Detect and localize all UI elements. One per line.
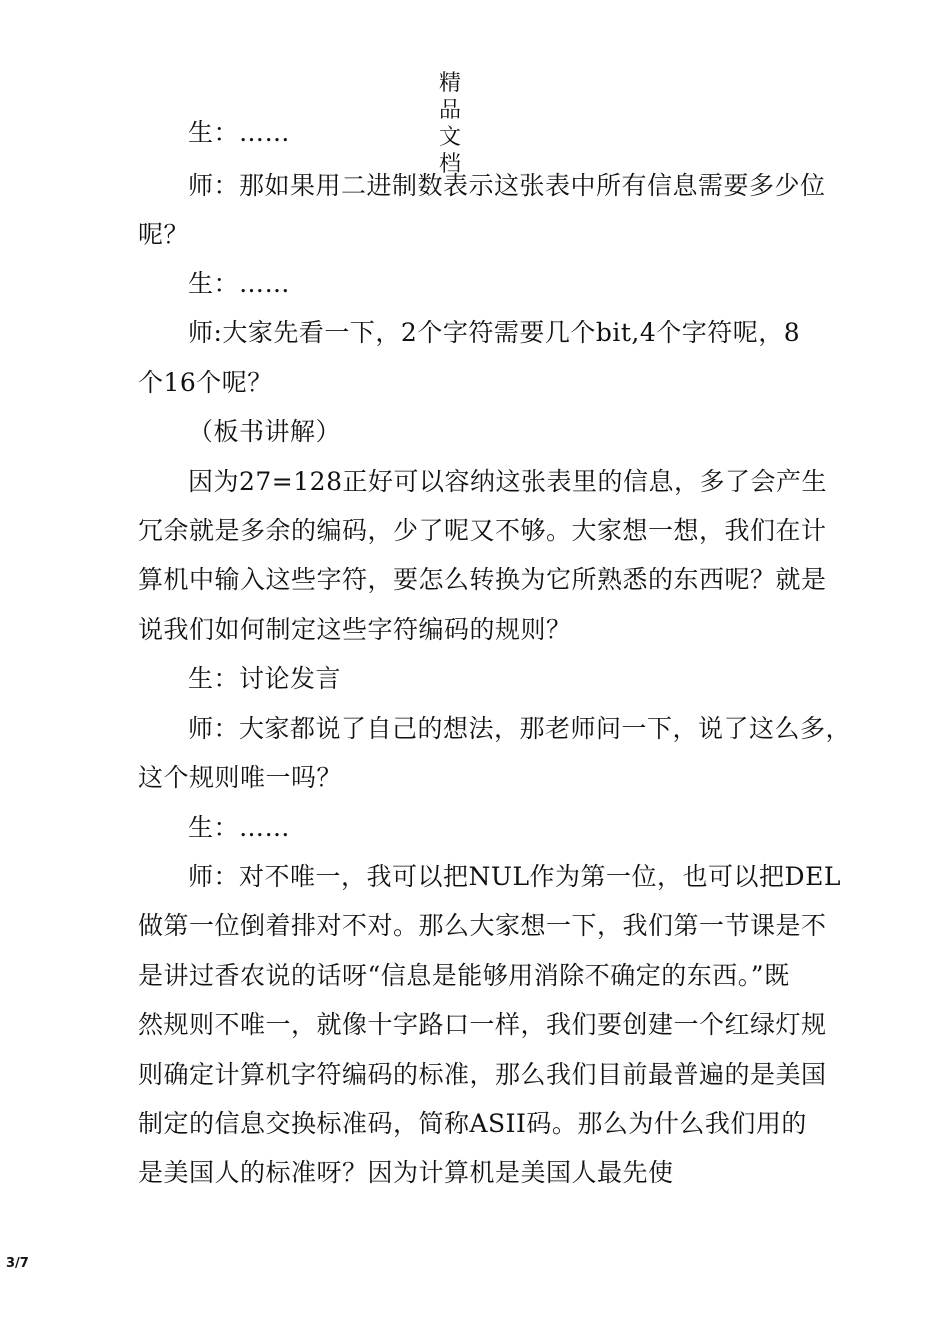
paragraph-line: 师：那如果用二进制数表示这张表中所有信息需要多少位 bbox=[188, 171, 826, 200]
paragraph-line: 个16个呢？ bbox=[138, 368, 273, 397]
paragraph-line: 生：…… bbox=[188, 118, 291, 147]
paragraph-line: 则确定计算机字符编码的标准，那么我们目前最普遍的是美国 bbox=[138, 1060, 827, 1089]
paragraph-line: 因为27=128正好可以容纳这张表里的信息，多了会产生 bbox=[188, 467, 827, 496]
paragraph-line: 师:大家先看一下，2个字符需要几个bit,4个字符呢，8 bbox=[188, 318, 801, 347]
paragraph-line: 生：…… bbox=[188, 269, 291, 298]
header-watermark: 精品文档 bbox=[438, 71, 461, 177]
paragraph-line: 生：讨论发言 bbox=[188, 664, 342, 693]
paragraph-line: 说我们如何制定这些字符编码的规则？ bbox=[138, 615, 572, 644]
page-number: 3/7 bbox=[6, 1256, 29, 1271]
paragraph-line: 制定的信息交换标准码，简称ASII码。那么为什么我们用的 bbox=[138, 1109, 807, 1138]
paragraph-line: 生：…… bbox=[188, 813, 291, 842]
paragraph-line: 是美国人的标准呀？因为计算机是美国人最先使 bbox=[138, 1158, 674, 1187]
paragraph-line: 师：对不唯一，我可以把NUL作为第一位，也可以把DEL bbox=[188, 862, 841, 891]
paragraph-line: （板书讲解） bbox=[188, 417, 342, 446]
paragraph-line: 做第一位倒着排对不对。那么大家想一下，我们第一节课是不 bbox=[138, 911, 827, 940]
paragraph-line: 师：大家都说了自己的想法，那老师问一下，说了这么多， bbox=[188, 714, 852, 743]
paragraph-line: 呢？ bbox=[138, 220, 190, 249]
paragraph-line: 冗余就是多余的编码，少了呢又不够。大家想一想，我们在计 bbox=[138, 516, 827, 545]
paragraph-line: 然规则不唯一，就像十字路口一样，我们要创建一个红绿灯规 bbox=[138, 1010, 827, 1039]
paragraph-line: 算机中输入这些字符，要怎么转换为它所熟悉的东西呢？就是 bbox=[138, 565, 827, 594]
paragraph-line: 是讲过香农说的话呀“信息是能够用消除不确定的东西。”既 bbox=[138, 961, 790, 990]
paragraph-line: 这个规则唯一吗？ bbox=[138, 763, 343, 792]
